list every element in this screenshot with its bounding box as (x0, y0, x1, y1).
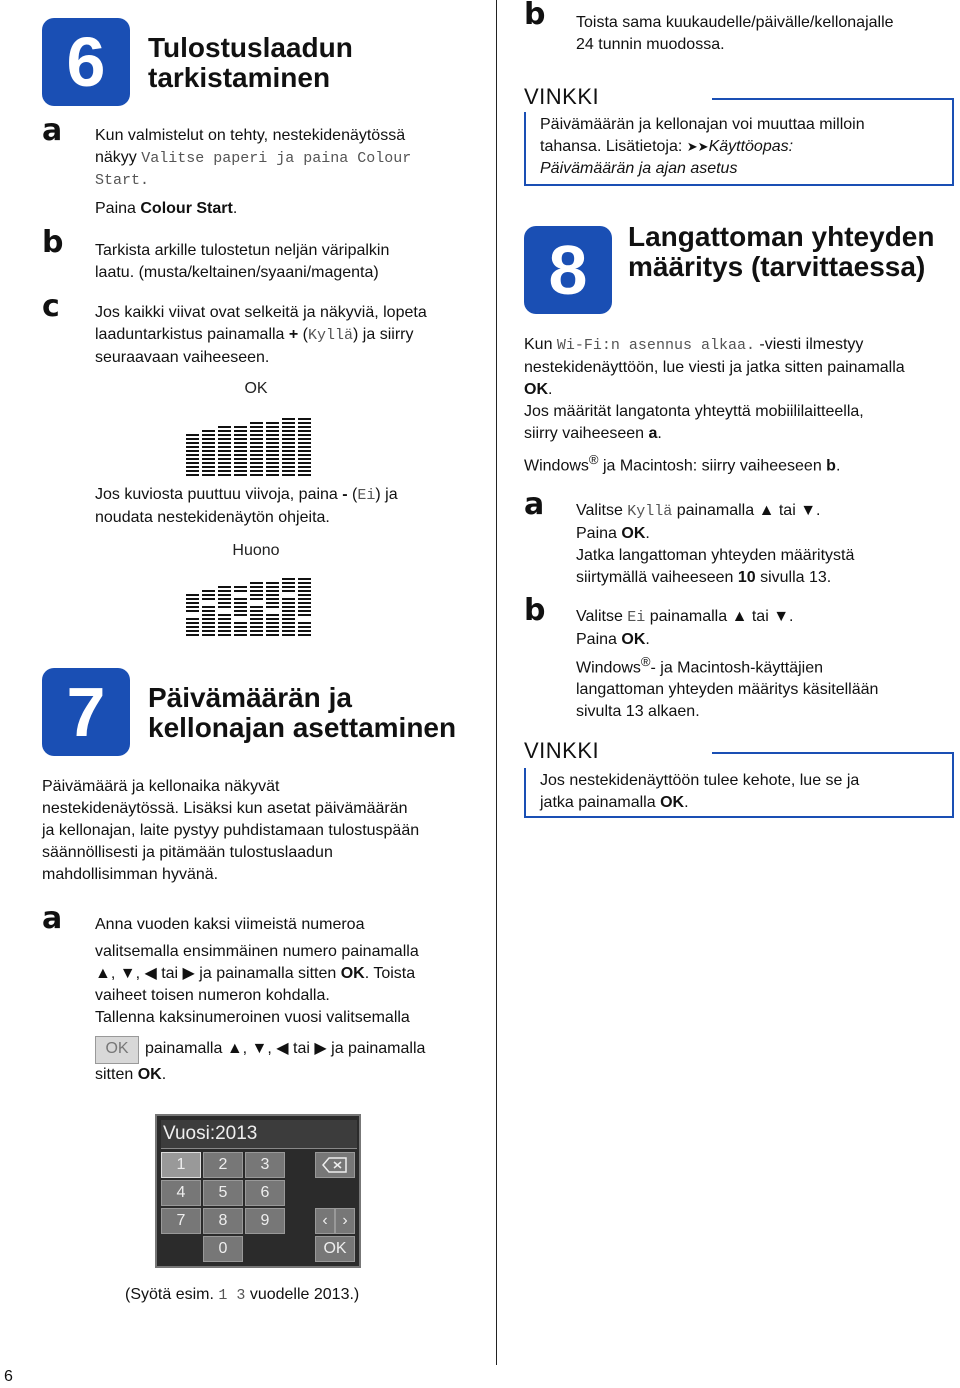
key-8: 8 (203, 1208, 243, 1234)
column-divider (496, 0, 497, 1365)
step-6a-letter: a (42, 113, 63, 148)
bar-column (250, 422, 263, 476)
step-6c-text-2: Jos kuviosta puuttuu viivoja, paina - (Ei) ja noudata nestekidenäytön ohjeita. (95, 486, 398, 526)
step-7-number: 7 (66, 673, 106, 751)
step-6c-text: Jos kaikki viivat ovat selkeitä ja näkyviä, lopeta laaduntarkistus painamalla + (Kyllä) ja siirry seuraavaan vaiheeseen. (95, 304, 427, 366)
bar-column (282, 578, 295, 636)
bar-column (202, 590, 215, 636)
chevron-left-icon: ‹ (322, 1212, 328, 1229)
key-7: 7 (161, 1208, 201, 1234)
tip-2-bottom-rule (524, 816, 954, 818)
step-6-number: 6 (66, 23, 106, 101)
key-5: 5 (203, 1180, 243, 1206)
bar-column (298, 418, 311, 476)
step-8-number: 8 (548, 231, 588, 309)
double-arrow-icon: ➤➤ (686, 139, 709, 154)
tip-2-left-rule (524, 768, 526, 818)
step-6-number-box (42, 18, 130, 106)
tip-title-2: VINKKI (524, 738, 600, 763)
step-6a-text: Kun valmistelut on tehty, nestekidenäytössä näkyy Valitse paperi ja paina Colour Start. Paina Colour Start. (95, 127, 412, 217)
step-8a-text: Valitse Kyllä painamalla ▲ tai ▼. Paina OK. Jatka langattoman yhteyden määritystä siirtymällä vaiheeseen 10 sivulla 13. (576, 502, 855, 586)
step-7a-letter: a (42, 901, 63, 936)
key-1: 1 (161, 1152, 201, 1178)
step-7b-text: Toista sama kuukaudelle/päivälle/kellonajalle 24 tunnin muodossa. (576, 14, 894, 53)
step-7a-text-2: painamalla ▲, ▼, ◀ tai ▶ ja painamalla (145, 1040, 426, 1057)
step-8-number-box (524, 226, 612, 314)
step-6b-text: Tarkista arkille tulostetun neljän väripalkin laatu. (musta/keltainen/syaani/magenta) (95, 242, 390, 281)
bar-column (186, 594, 199, 636)
key-ok: OK (315, 1236, 355, 1262)
step-7b-letter: b (524, 0, 546, 32)
key-4: 4 (161, 1180, 201, 1206)
tip-bottom-rule (524, 184, 954, 186)
bar-column (298, 578, 311, 636)
lcd-caption: (Syötä esim. 1 3 vuodelle 2013.) (125, 1286, 360, 1304)
tip-2-text: Jos nestekidenäyttöön tulee kehote, lue se ja jatka painamalla OK. (540, 772, 860, 811)
tip-top-rule-left (524, 112, 526, 186)
step-7-intro: Päivämäärä ja kellonaika näkyvät nestekidenäytössä. Lisäksi kun asetat päivämäärän ja kellonajan, laite pystyy puhdistamaan tulostuspään säännöllisesti ja pitämään tulostuslaadun mahdollisimman hyvänä. (42, 778, 420, 883)
key-3: 3 (245, 1152, 285, 1178)
step-7-title: Päivämäärän ja kellonajan asettaminen (148, 682, 457, 743)
step-6b-letter: b (42, 225, 64, 260)
key-2: 2 (203, 1152, 243, 1178)
step-8-title: Langattoman yhteyden määritys (tarvittaessa) (628, 221, 935, 282)
ok-pattern-bars (186, 418, 311, 476)
tip-2-top-rule (712, 752, 954, 754)
bar-column (282, 418, 295, 476)
key-9: 9 (245, 1208, 285, 1234)
step-7a-text: Anna vuoden kaksi viimeistä numeroa valitsemalla ensimmäinen numero painamalla ▲, ▼, ◀ tai ▶ ja painamalla sitten OK. Toista vaiheet toisen numeron kohdalla. Tallenna kaksinumeroinen vuosi valitsemalla (95, 916, 419, 1026)
bar-column (218, 426, 231, 476)
bar-column (202, 430, 215, 476)
step-8-intro: Kun Wi-Fi:n asennus alkaa. -viesti ilmestyy nestekidenäyttöön, lue viesti ja jatka sitten painamalla OK. Jos määrität langatonta yhteyttä mobiililaitteella, siirry vaiheeseen a. Windows® ja Macintosh: siirry vaiheeseen b. (524, 336, 905, 475)
chevron-right-icon: › (342, 1212, 348, 1229)
tip-right-rule (952, 98, 954, 186)
step-8b-letter: b (524, 593, 546, 628)
tip-top-rule (712, 98, 954, 100)
key-right (335, 1208, 355, 1234)
lcd-screen (155, 1114, 361, 1268)
step-6-title: Tulostuslaadun tarkistaminen (148, 32, 353, 93)
bar-column (186, 434, 199, 476)
bar-column (266, 582, 279, 636)
tip-2-right-rule (952, 752, 954, 818)
step-7-number-box (42, 668, 130, 756)
step-6c-letter: c (42, 289, 60, 324)
step-8b-text: Valitse Ei painamalla ▲ tai ▼. Paina OK. Windows®- ja Macintosh-käyttäjien langattoman yhteyden määritys käsitellään sivulta 13 alkaen. (576, 608, 879, 721)
backspace-icon (322, 1157, 348, 1173)
poor-pattern-label: Huono (232, 542, 280, 559)
bar-column (266, 422, 279, 476)
ok-button-image: OK (95, 1036, 139, 1064)
tip-title: VINKKI (524, 84, 600, 109)
tip-text: Päivämäärän ja kellonajan voi muuttaa milloin tahansa. Lisätietoja: ➤➤Käyttöopas: Päivämäärän ja ajan asetus (540, 116, 865, 177)
ok-pattern-label: OK (244, 380, 268, 397)
step-8a-letter: a (524, 487, 545, 522)
key-left (315, 1208, 335, 1234)
page-number: 6 (4, 1368, 13, 1385)
key-6: 6 (245, 1180, 285, 1206)
bar-column (250, 582, 263, 636)
key-0: 0 (203, 1236, 243, 1262)
bar-column (234, 586, 247, 636)
lcd-year-display: Vuosi:2013 (161, 1120, 357, 1149)
bar-column (234, 426, 247, 476)
poor-pattern-bars (186, 578, 311, 636)
bar-column (218, 586, 231, 636)
step-7a-text-3: sitten OK. (95, 1066, 167, 1083)
key-backspace (315, 1152, 355, 1178)
